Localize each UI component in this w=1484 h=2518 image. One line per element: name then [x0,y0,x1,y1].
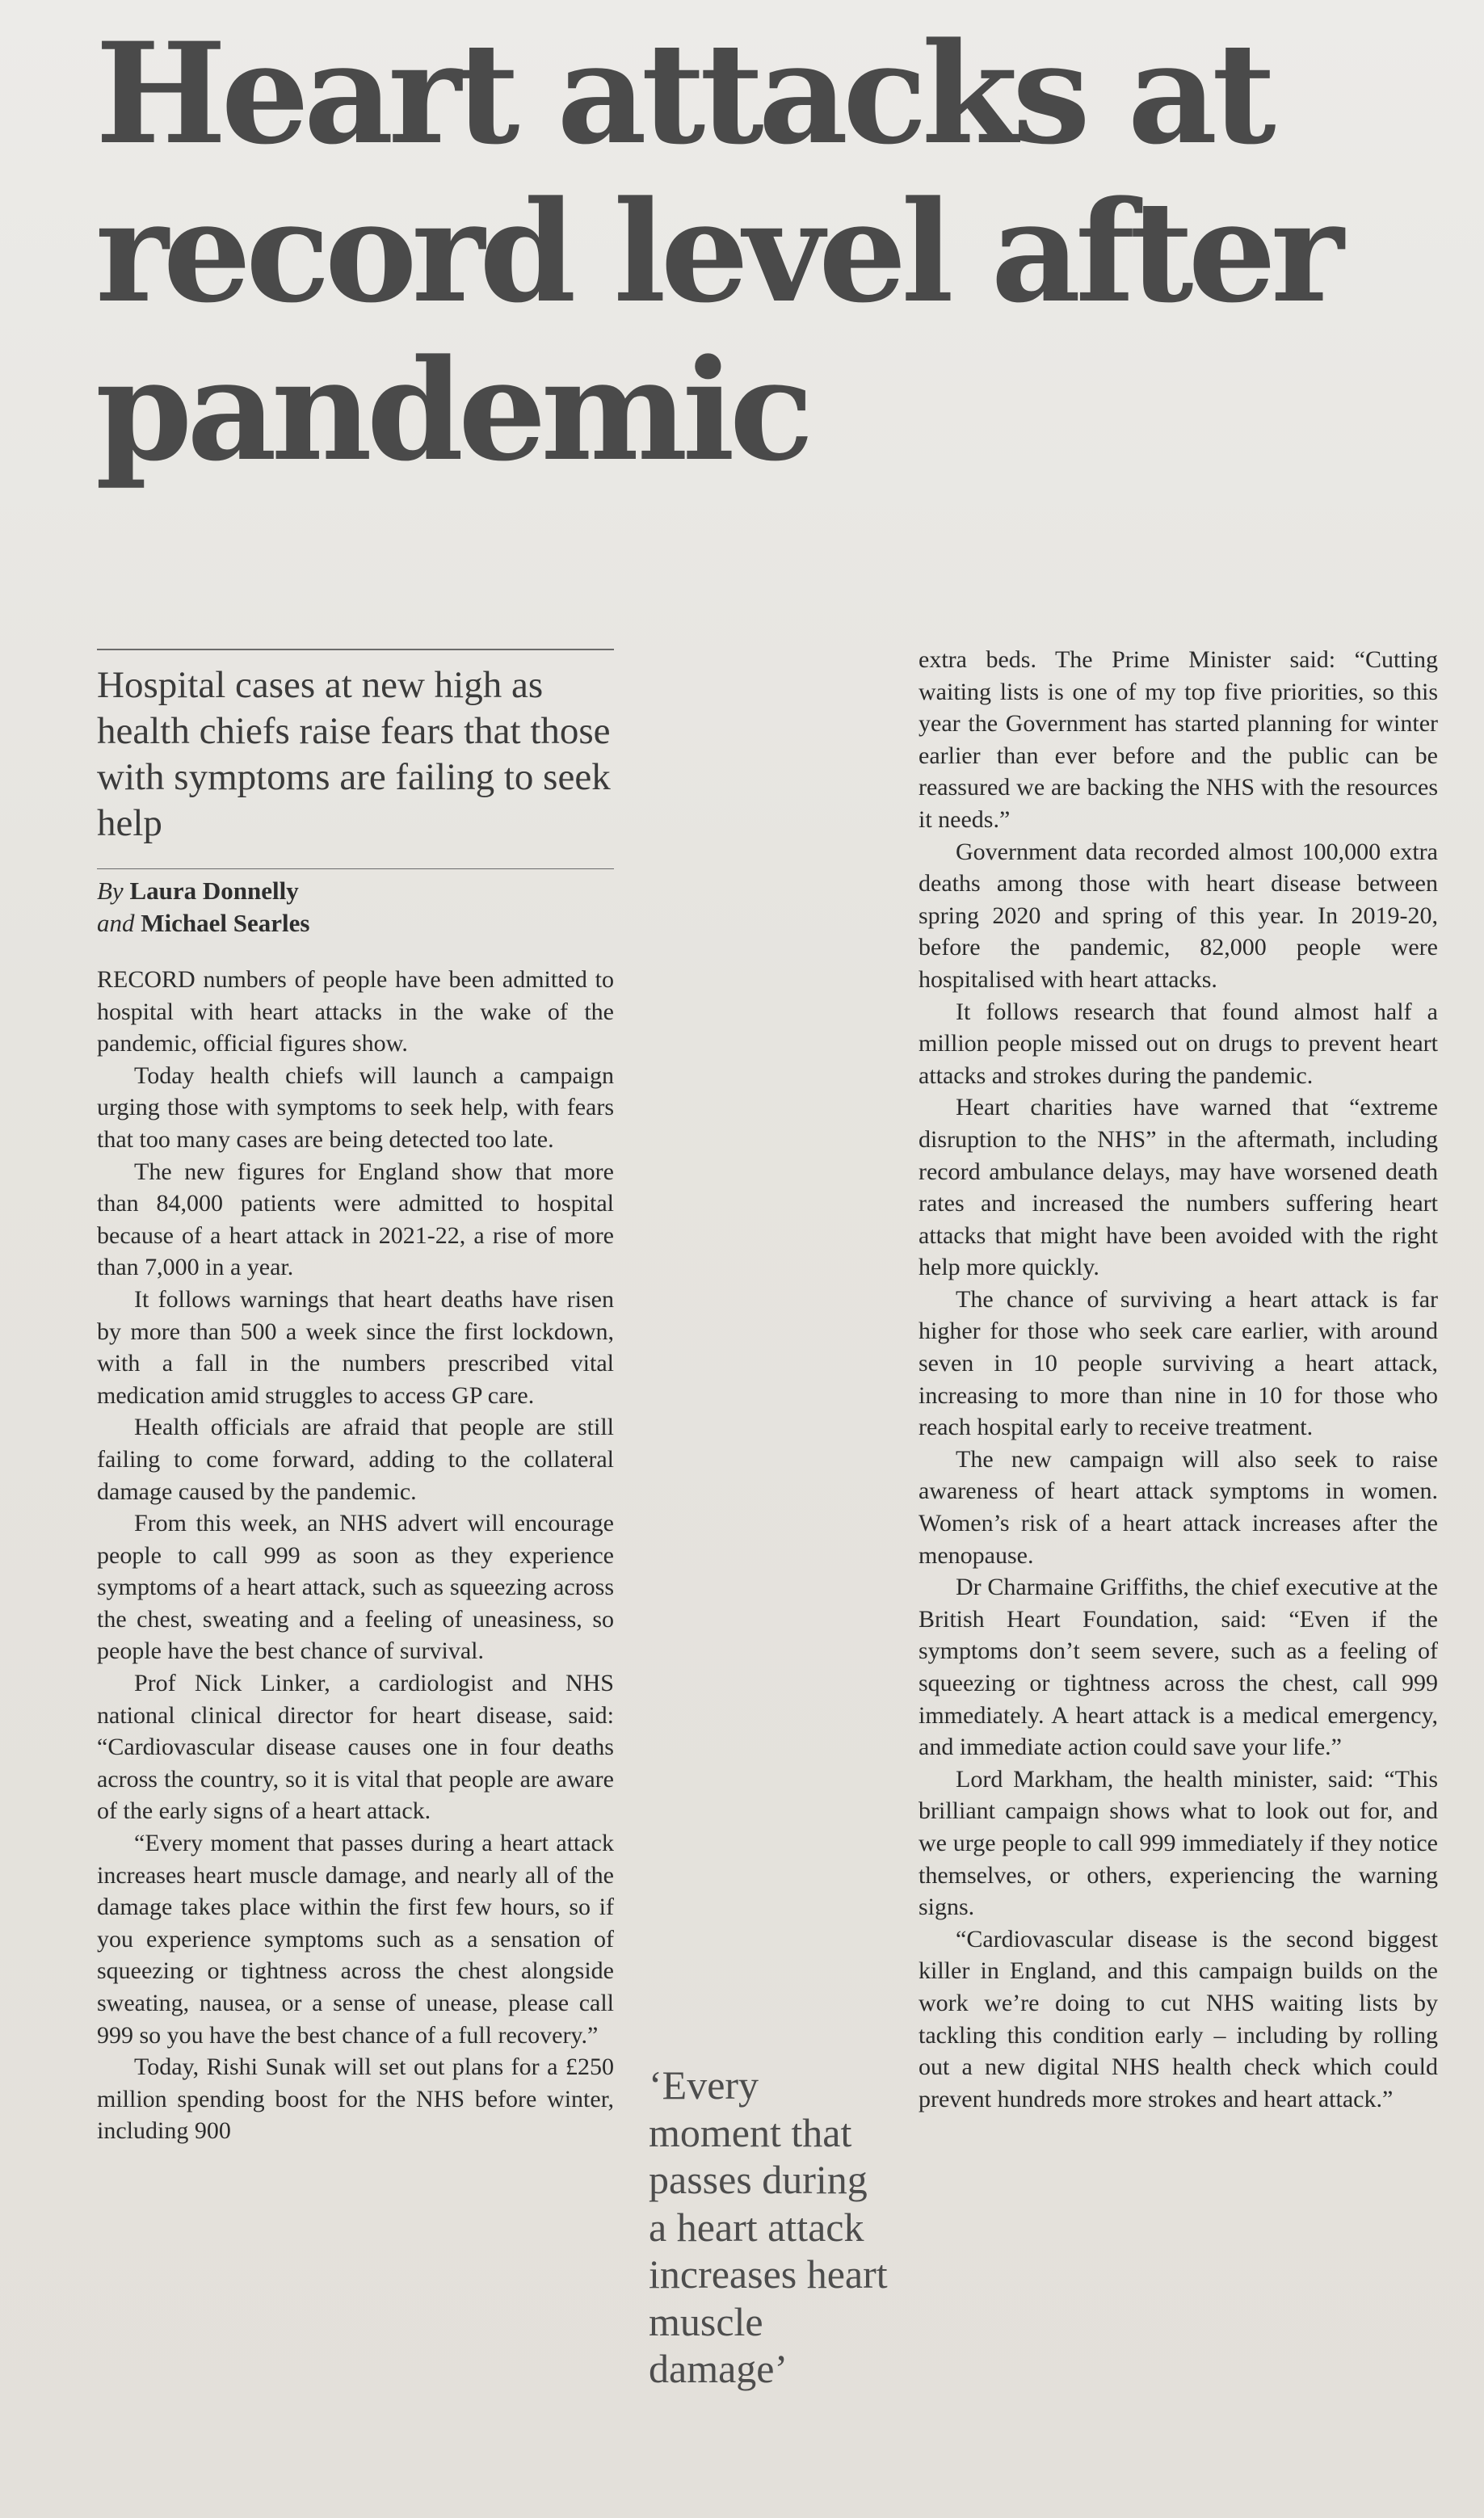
paragraph: Today health chiefs will launch a campaign urging those with symptoms to seek help, with fears that too many cases are being detected too late. [97,1061,614,1153]
paragraph: Dr Charmaine Griffiths, the chief executive at the British Heart Foundation, said: “Even if the symptoms don’t seem severe, such as a feeling of squeezing or tightness across the chest, call 999 immediately. A heart attack is a medical emergency, and immediate action could save your life.” [919,1574,1438,1761]
standfirst: Hospital cases at new high as health chiefs raise fears that those with symptoms are failing to seek help [97,664,611,844]
paragraph: From this week, an NHS advert will encourage people to call 999 as soon as they experience symptoms of a heart attack, such as squeezing across the chest, sweating and a feeling of uneasiness, so people have the best chance of survival. [97,1510,614,1665]
paragraph: It follows warnings that heart deaths have risen by more than 500 a week since the first lockdown, with a fall in the numbers prescribed vital medication amid struggles to access GP care. [97,1285,614,1409]
paragraph: Health officials are afraid that people are still failing to come forward, adding to the collateral damage caused by the pandemic. [97,1414,614,1505]
paragraph: Today, Rishi Sunak will set out plans for a £250 million spending boost for the NHS before winter, including 900 [97,2053,614,2145]
paragraph: extra beds. The Prime Minister said: “Cutting waiting lists is one of my top five priorities, so this year the Government has started planning for winter earlier than ever before and the public can be reassured we are backing the NHS with the resources it needs.” [919,646,1438,833]
byline-line-2 [97,907,614,940]
author-name: Michael Searles [141,909,310,937]
author-name: Laura Donnelly [129,876,299,905]
paragraph: “Cardiovascular disease is the second biggest killer in England, and this campaign builds on the work we’re doing to cut NHS waiting lists by tackling this condition early – including by rolling out a new digital NHS health check which could prevent hundreds more strokes and heart attack.” [919,1925,1438,2112]
paragraph: Heart charities have warned that “extreme disruption to the NHS” in the aftermath, including record ambulance delays, may have worsened death rates and increased the numbers suffering heart attacks that might have been avoided with the right help more quickly. [919,1094,1438,1281]
paragraph: The chance of surviving a heart attack is far higher for those who seek care earlier, with around seven in 10 people surviving a heart attack, increasing to more than nine in 10 for those who reach hospital early to receive treatment. [919,1285,1438,1441]
standfirst-top-rule [97,649,614,650]
paragraph: Lord Markham, the health minister, said: “This brilliant campaign shows what to look out for, and we urge people to call 999 immediately if they notice themselves, or others, experiencing the warning signs. [919,1765,1438,1921]
byline-by: By [97,876,124,905]
paragraph: “Every moment that passes during a heart attack increases heart muscle damage, and nearly all of the damage takes place within the first few hours, so if you experience symptoms such as a sensation of squeezing or tightness across the chest alongside sweating, nausea, or a sense of unease, please call 999 so you have the best chance of a full recovery.” [97,1830,614,2049]
left-column [97,964,614,2147]
paragraph: The new campaign will also seek to raise awareness of heart attack symptoms in women. Women’s risk of a heart attack increases after the menopause. [919,1445,1438,1569]
right-column [919,644,1438,2115]
paragraph: RECORD numbers of people have been admitted to hospital with heart attacks in the wake of the pandemic, official figures show. [97,966,614,1057]
standfirst-bottom-rule [97,868,614,869]
byline-and: and [97,909,135,937]
paragraph: The new figures for England show that more than 84,000 patients were admitted to hospital because of a heart attack in 2021-22, a rise of more than 7,000 in a year. [97,1158,614,1281]
byline [97,875,614,940]
paragraph: Government data recorded almost 100,000 extra deaths among those with heart disease between spring 2020 and spring of this year. In 2019-20, before the pandemic, 82,000 people were hospitalised with heart attacks. [919,838,1438,993]
byline-line-1 [97,875,614,907]
headline: Heart attacks at record level after pandemic [95,11,1339,492]
paragraph: Prof Nick Linker, a cardiologist and NHS national clinical director for heart disease, said: “Cardiovascular disease causes one in four deaths across the country, so it is vital that people are aware of the early signs of a heart attack. [97,1670,614,1825]
pull-quote: ‘Every moment that passes during a heart attack increases heart muscle damage’ [649,2062,888,2391]
paragraph: It follows research that found almost half a million people missed out on drugs to prevent heart attacks and strokes during the pandemic. [919,998,1438,1089]
